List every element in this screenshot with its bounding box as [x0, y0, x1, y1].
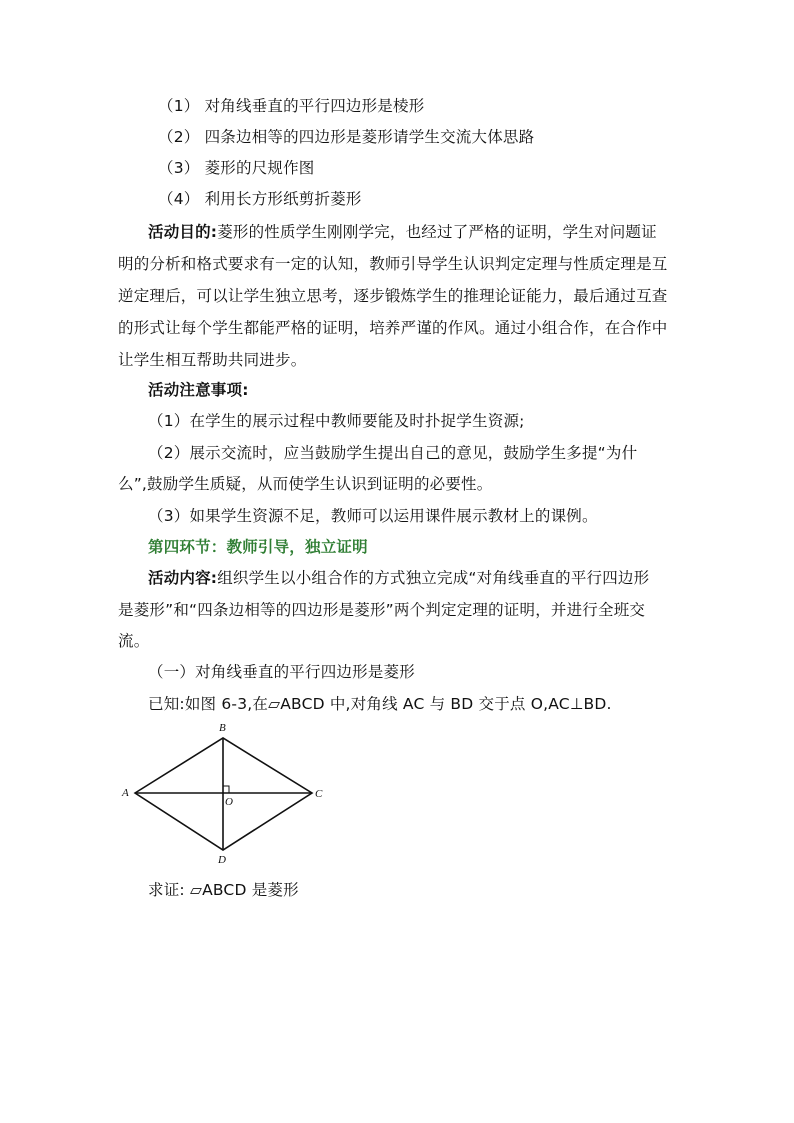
purpose-label: 活动目的: [148, 223, 218, 241]
given-statement: 已知:如图 6-3,在▱ABCD 中,对角线 AC 与 BD 交于点 O,AC⊥BD. [148, 695, 612, 713]
notes-line-3: 么”,鼓励学生质疑，从而使学生认识到证明的必要性。 [118, 475, 493, 493]
list-item-3: （3） 菱形的尺规作图 [158, 159, 315, 177]
notes-line-1: （1）在学生的展示过程中教师要能及时扑捉学生资源; [148, 412, 525, 430]
notes-line-2: （2）展示交流时，应当鼓励学生提出自己的意见，鼓励学生多提“为什 [148, 444, 638, 462]
purpose-line-2: 明的分析和格式要求有一定的认知，教师引导学生认识判定定理与性质定理是互 [118, 255, 668, 273]
label-o: O [225, 796, 233, 808]
label-c: C [315, 788, 323, 800]
content-label: 活动内容: [148, 569, 218, 587]
notes-label: 活动注意事项: [148, 381, 249, 399]
list-item-1: （1） 对角线垂直的平行四边形是棱形 [158, 97, 425, 115]
label-d: D [218, 854, 226, 866]
list-item-4: （4） 利用长方形纸剪折菱形 [158, 190, 362, 208]
content-line-3: 流。 [118, 632, 150, 650]
purpose-line-3: 逆定理后，可以让学生独立思考，逐步锻炼学生的推理论证能力，最后通过互查 [118, 287, 668, 305]
list-item-2: （2） 四条边相等的四边形是菱形请学生交流大体思路 [158, 128, 535, 146]
right-angle-mark [223, 786, 229, 793]
content-line-1: 组织学生以小组合作的方式独立完成“对角线垂直的平行四边形 [217, 569, 650, 587]
section4-heading: 第四环节：教师引导，独立证明 [148, 538, 368, 556]
purpose-line-5: 让学生相互帮助共同进步。 [118, 351, 307, 369]
rhombus-figure [110, 716, 340, 876]
label-a: A [122, 787, 129, 799]
notes-line-4: （3）如果学生资源不足，教师可以运用课件展示教材上的课例。 [148, 507, 598, 525]
purpose-line-4: 的形式让每个学生都能严格的证明，培养严谨的作风。通过小组合作，在合作中 [118, 319, 668, 337]
prove-statement: 求证: ▱ABCD 是菱形 [148, 881, 299, 899]
part1-title: （一）对角线垂直的平行四边形是菱形 [148, 663, 415, 681]
label-b: B [219, 722, 226, 734]
content-paragraph-first-line [148, 568, 649, 588]
content-line-2: 是菱形”和“四条边相等的四边形是菱形”两个判定定理的证明，并进行全班交 [118, 601, 646, 619]
purpose-paragraph-first-line [148, 222, 657, 242]
purpose-line-1: 菱形的性质学生刚刚学完，也经过了严格的证明，学生对问题证 [217, 223, 657, 241]
